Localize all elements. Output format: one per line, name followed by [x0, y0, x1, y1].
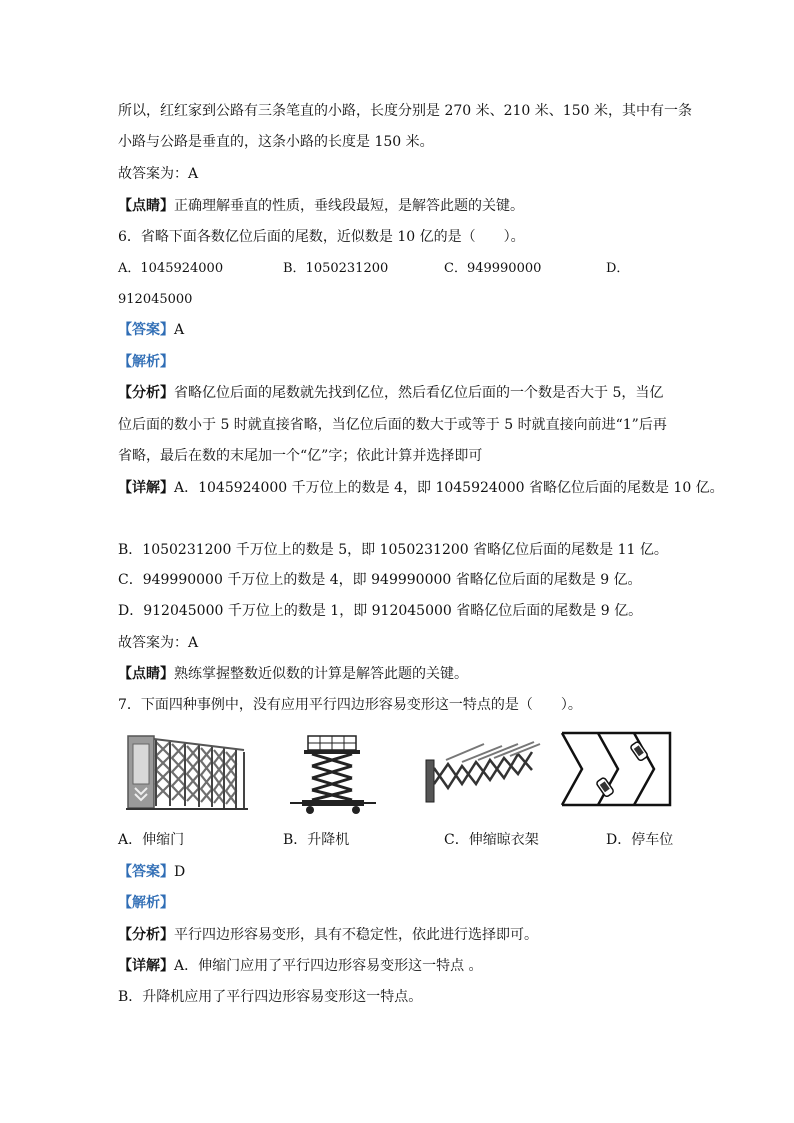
q7-option-c: C．伸缩晾衣架	[444, 832, 539, 848]
fenxi-text: 平行四边形容易变形，具有不稳定性，依此进行选择即可。	[174, 927, 538, 943]
q7-xiangjie	[118, 956, 483, 976]
scissor-lift-image	[288, 734, 378, 816]
q7-option-d: D．停车位	[606, 832, 674, 848]
q6-option-c: C．949990000	[444, 261, 542, 276]
q6-fenxi-1	[118, 383, 663, 403]
q5-dianjing	[118, 196, 524, 216]
q6-jiexi	[118, 352, 174, 372]
dianjing-text: 正确理解垂直的性质，垂线段最短，是解答此题的关键。	[174, 198, 524, 214]
fenxi-tag: 【分析】	[118, 927, 174, 943]
xiangjie-tag: 【详解】	[118, 480, 174, 496]
answer-tag: 【答案】	[118, 864, 174, 880]
q6-option-b: B．1050231200	[283, 261, 389, 276]
text-line: 故答案为：A	[118, 166, 199, 182]
question-7-stem: 7．下面四种事例中，没有应用平行四边形容易变形这一特点的是（ ）。	[118, 697, 582, 713]
question-6-stem: 6．省略下面各数亿位后面的尾数，近似数是 10 亿的是（ ）。	[118, 229, 525, 245]
parking-space-image	[558, 731, 674, 807]
text-line: 所以，红红家到公路有三条笔直的小路，长度分别是 270 米、210 米、150 米，其中有一条	[118, 103, 692, 119]
telescopic-gate-image	[124, 730, 252, 812]
xiangjie-text: A．1045924000 千万位上的数是 4，即 1045924000 省略亿位后面的尾数是 10 亿。	[174, 480, 724, 496]
q6-option-d-value: 912045000	[118, 292, 193, 307]
xiangjie-text: A．伸缩门应用了平行四边形容易变形这一特点 。	[174, 958, 483, 974]
answer-tag: 【答案】	[118, 322, 174, 338]
q7-option-a: A．伸缩门	[118, 832, 185, 848]
q6-option-a: A．1045924000	[118, 261, 224, 276]
drying-rack-image	[424, 740, 542, 808]
text-line: 小路与公路是垂直的，这条小路的长度是 150 米。	[118, 134, 434, 150]
q6-detail-b: B．1050231200 千万位上的数是 5，即 1050231200 省略亿位后面的尾数是 11 亿。	[118, 542, 668, 558]
answer-value: D	[174, 864, 186, 880]
q6-xiangjie	[118, 478, 724, 498]
jiexi-tag: 【解析】	[118, 354, 174, 370]
dianjing-tag: 【点睛】	[118, 198, 174, 214]
q7-jiexi	[118, 893, 174, 913]
q6-fenxi-3: 省略，最后在数的末尾加一个“亿”字；依此计算并选择即可	[118, 448, 483, 464]
q6-dianjing	[118, 664, 468, 684]
q7-option-b: B．升降机	[283, 832, 350, 848]
fenxi-tag: 【分析】	[118, 385, 174, 401]
fenxi-text: 省略亿位后面的尾数就先找到亿位，然后看亿位后面的一个数是否大于 5，当亿	[174, 385, 664, 401]
answer-value: A	[174, 322, 185, 338]
q6-detail-c: C．949990000 千万位上的数是 4，即 949990000 省略亿位后面的尾数是 9 亿。	[118, 572, 642, 588]
jiexi-tag: 【解析】	[118, 895, 174, 911]
q6-conclusion: 故答案为：A	[118, 635, 199, 651]
q6-detail-d: D．912045000 千万位上的数是 1，即 912045000 省略亿位后面的尾数是 9 亿。	[118, 603, 643, 619]
q6-answer	[118, 320, 184, 340]
q7-detail-b: B．升降机应用了平行四边形容易变形这一特点。	[118, 989, 423, 1005]
dianjing-text: 熟练掌握整数近似数的计算是解答此题的关键。	[174, 666, 468, 682]
q7-fenxi	[118, 925, 538, 945]
q6-fenxi-2: 位后面的数小于 5 时就直接省略，当亿位后面的数大于或等于 5 时就直接向前进“1”后再	[118, 417, 667, 433]
q6-option-d-prefix: D．	[606, 261, 630, 276]
q7-answer	[118, 862, 185, 882]
dianjing-tag: 【点睛】	[118, 666, 174, 682]
xiangjie-tag: 【详解】	[118, 958, 174, 974]
